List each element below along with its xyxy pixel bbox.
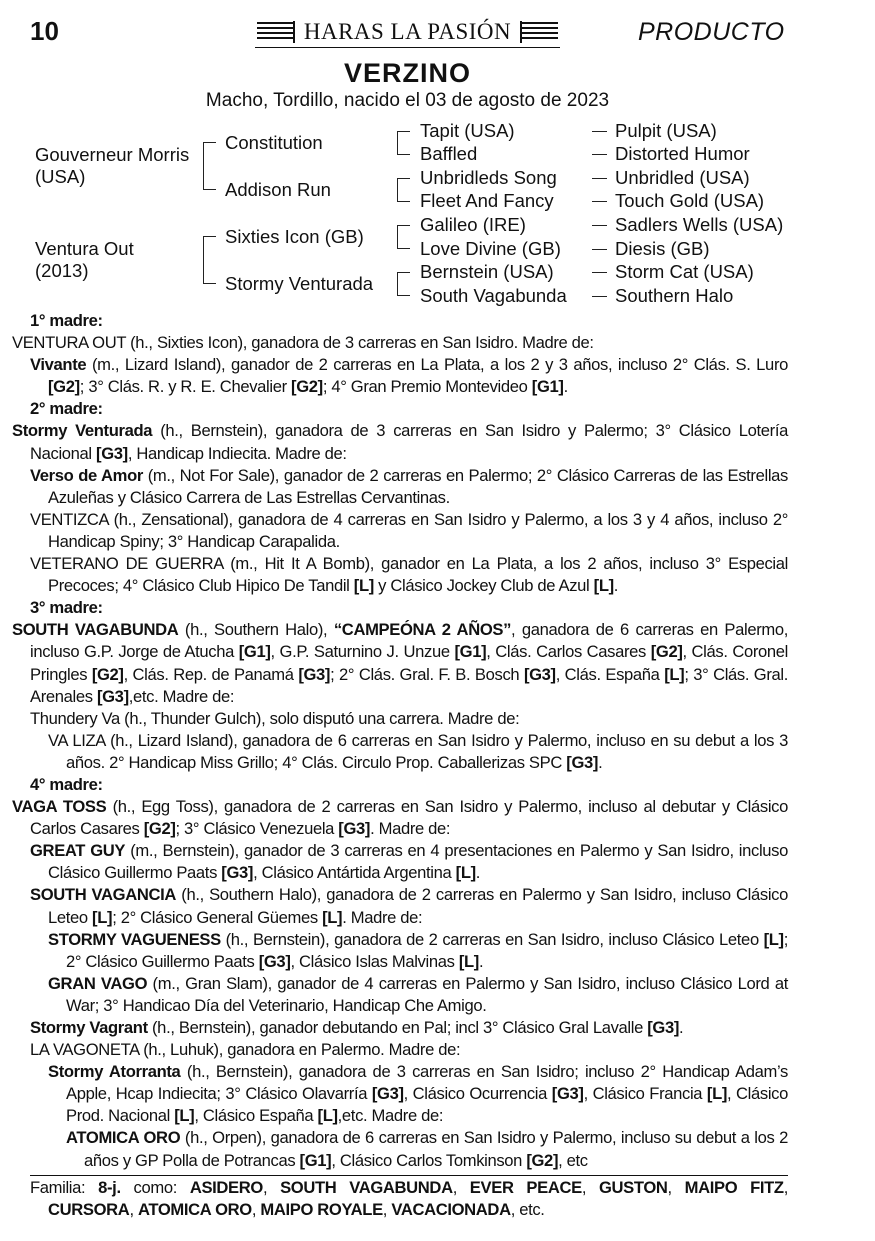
- horse-name-bold: Stormy Vagrant: [30, 1018, 148, 1037]
- brand-logo: [255, 17, 560, 51]
- horse-name-bold: Vivante: [30, 355, 87, 375]
- horse-name-bold: STORMY VAGUENESS: [48, 929, 221, 949]
- pedigree-gen4: Unbridled (USA): [615, 167, 750, 188]
- pedigree-gen3: Fleet And Fancy: [420, 190, 554, 211]
- pedigree-dash: [592, 225, 607, 226]
- pedigree-bracket: [397, 272, 410, 296]
- pedigree-dash: [592, 178, 607, 179]
- pedigree-gen2: Constitution: [225, 132, 323, 153]
- first-dam-section: [12, 310, 788, 398]
- horse-name: VERZINO: [343, 58, 471, 88]
- pedigree-gen2: Addison Run: [225, 179, 331, 200]
- entry-level-0: VENTURA OUT (h., Sixties Icon), ganadora de 3 carreras en San Isidro. Madre de:: [12, 333, 594, 353]
- family-member: CURSORA: [48, 1199, 130, 1219]
- family-member: SOUTH VAGABUNDA: [280, 1177, 453, 1197]
- entry-level-1: Vivante (m., Lizard Island), ganador de 2 carreras en La Plata, a los 2 y 3 años, incluso 2° Clás. S. Luro [G2]; 3° Clás. R. y R. E. Chevalier [G2]; 4° Gran Premio Montevideo [G1].: [30, 355, 788, 397]
- horse-name-bold: VAGA TOSS: [12, 797, 107, 817]
- family-member: GUSTON: [598, 1177, 668, 1197]
- pedigree-dash: [592, 154, 607, 155]
- pedigree-gen4: Southern Halo: [615, 285, 734, 306]
- pedigree-gen3: Galileo (IRE): [420, 214, 526, 235]
- entry-level-0: Stormy Venturada (h., Bernstein), ganadora de 3 carreras en San Isidro y Palermo; 3° Clásico Lotería Nacional [G3], Handicap Indiecita. Madre de:: [12, 421, 788, 463]
- entry-level-1: GREAT GUY (m., Bernstein), ganador de 3 carreras en 4 presentaciones en Palermo y San Isidro, incluso Clásico Guillermo Paats [G3], Clásico Antártida Argentina [L].: [30, 841, 789, 883]
- pedigree-gen3: South Vagabunda: [420, 285, 567, 306]
- family-member: EVER PEACE: [469, 1177, 582, 1197]
- third-dam-section: [12, 597, 789, 774]
- horse-name-bold: Verso de Amor: [30, 465, 143, 485]
- entry-level-3: ATOMICA ORO (h., Orpen), ganadora de 6 carreras en San Isidro y Palermo, incluso su debut a los 2 años y GP Polla de Potrancas [G1], Clásico Carlos Tomkinson [G2], etc: [66, 1128, 788, 1170]
- horse-name-bold: SOUTH VAGABUNDA: [12, 620, 179, 640]
- horse-name-bold: Stormy Venturada: [12, 421, 153, 441]
- brand-name: HARAS LA PASIÓN: [303, 19, 512, 44]
- familia-text: Familia: 8-j. como: ASIDERO, SOUTH VAGABUNDA, EVER PEACE, GUSTON, MAIPO FITZ, CURSORA, ATOMICA ORO, MAIPO ROYALE, VACACIONADA, etc.: [30, 1177, 788, 1219]
- pedigree-gen4: Touch Gold (USA): [615, 190, 765, 211]
- fourth-dam-section: [12, 774, 789, 1172]
- entry-level-2: VA LIZA (h., Lizard Island), ganadora de 6 carreras en San Isidro y Palermo, incluso en su debut a los 3 años. 2° Handicap Miss Grillo; 4° Clás. Circulo Prop. Caballerizas SPC [G3].: [48, 730, 788, 772]
- pedigree-gen3: Unbridleds Song: [420, 167, 557, 188]
- brand-bars-left-icon: [257, 22, 295, 42]
- entry-level-1: Thundery Va (h., Thunder Gulch), solo disputó una carrera. Madre de:: [30, 708, 520, 728]
- horse-name-bold: GRAN VAGO: [48, 973, 148, 993]
- pedigree-gen3: Bernstein (USA): [420, 261, 554, 282]
- family-text: [12, 310, 789, 1221]
- pedigree-dash: [592, 201, 607, 202]
- pedigree-gen4: Distorted Humor: [615, 143, 750, 164]
- second-dam-section: [12, 398, 788, 597]
- pedigree-gen2: Stormy Venturada: [225, 273, 374, 294]
- entry-level-1: VETERANO DE GUERRA (m., Hit It A Bomb), ganador en La Plata, a los 2 años, incluso 3° Especial Precoces; 4° Clásico Club Hipico De Tandil [L] y Clásico Jockey Club de Azul [L].: [30, 554, 788, 596]
- family-member: ATOMICA ORO: [137, 1199, 252, 1219]
- entry-level-1: Verso de Amor (m., Not For Sale), ganador de 2 carreras en Palermo; 2° Clásico Carreras de las Estrellas Azuleñas y Clásico Carrera de Las Estrellas Cervantinas.: [30, 465, 788, 507]
- pedigree-dash: [592, 296, 607, 297]
- family-member: MAIPO ROYALE: [260, 1199, 383, 1219]
- horse-subtitle: Macho, Tordillo, nacido el 03 de agosto de 2023: [205, 90, 610, 111]
- entry-level-1: Stormy Vagrant (h., Bernstein), ganador debutando en Pal; incl 3° Clásico Gral Lavalle [G3].: [30, 1018, 684, 1037]
- pedigree-gen4: Diesis (GB): [615, 238, 710, 259]
- section-label: PRODUCTO: [638, 18, 785, 46]
- pedigree-dash: [592, 131, 607, 132]
- pedigree-gen4: Sadlers Wells (USA): [615, 214, 784, 235]
- family-member: ASIDERO: [189, 1177, 263, 1197]
- pedigree-gen4: Pulpit (USA): [615, 120, 717, 141]
- pedigree-bracket: [203, 236, 216, 284]
- section-heading: 2° madre:: [30, 399, 103, 419]
- brand-underline: [255, 47, 560, 48]
- section-heading: 3° madre:: [30, 598, 103, 618]
- pedigree-bracket: [397, 225, 410, 249]
- entry-level-1: VENTIZCA (h., Zensational), ganadora de 4 carreras en San Isidro y Palermo, a los 3 y 4 años, incluso 2° Handicap Spiny; 3° Handicap Carapalida.: [30, 509, 788, 551]
- entry-level-1: LA VAGONETA (h., Luhuk), ganadora en Palermo. Madre de:: [30, 1040, 461, 1060]
- horse-name-bold: Stormy Atorranta: [48, 1062, 181, 1082]
- horse-name-bold: SOUTH VAGANCIA: [30, 885, 177, 905]
- pedigree-gen3: Baffled: [420, 143, 478, 164]
- section-heading: 1° madre:: [30, 311, 103, 330]
- entry-level-0: SOUTH VAGABUNDA (h., Southern Halo), “CAMPEÓNA 2 AÑOS”, ganadora de 6 carreras en Palermo, incluso G.P. Jorge de Atucha [G1], G.P. Saturnino J. Unzue [G1], Clás. Carlos Casares [G2], Clás. Coronel Pringles [G2], Clás. Rep. de Panamá [G3]; 2° Clás. Gral. F. B. Bosch [G3], Clás. España [L]; 3° Clás. Gral. Arenales [G3],etc. Madre de:: [12, 620, 789, 706]
- pedigree-gen2: Sixties Icon (GB): [225, 226, 364, 247]
- pedigree-dash: [592, 249, 607, 250]
- pedigree-bracket: [397, 178, 410, 202]
- pedigree-dam: Ventura Out (2013): [35, 238, 134, 281]
- entry-level-1: SOUTH VAGANCIA (h., Southern Halo), ganadora de 2 carreras en Palermo y San Isidro, incluso Clásico Leteo [L]; 2° Clásico General Güemes [L]. Madre de:: [30, 885, 788, 927]
- familia-line: [30, 1175, 788, 1221]
- pedigree-bracket: [203, 142, 216, 190]
- entry-level-2: GRAN VAGO (m., Gran Slam), ganador de 4 carreras en Palermo y San Isidro, incluso Clásico Lord at War; 3° Handicao Día del Veterinario, Handicap Che Amigo.: [48, 973, 788, 1015]
- page-number: 10: [30, 16, 59, 46]
- family-member: MAIPO FITZ: [684, 1177, 784, 1197]
- entry-level-2: Stormy Atorranta (h., Bernstein), ganadora de 3 carreras en San Isidro; incluso 2° Handicap Adam’s Apple, Hcap Indiecita; 3° Clásico Olavarría [G3], Clásico Ocurrencia [G3], Clásico Francia [L], Clásico Prod. Nacional [L], Clásico España [L],etc. Madre de:: [48, 1062, 789, 1126]
- entry-level-0: VAGA TOSS (h., Egg Toss), ganadora de 2 carreras en San Isidro y Palermo, incluso al debutar y Clásico Carlos Casares [G2]; 3° Clásico Venezuela [G3]. Madre de:: [12, 797, 788, 839]
- pedigree-bracket: [397, 131, 410, 155]
- horse-name-bold: GREAT GUY: [30, 841, 126, 861]
- family-code: 8-j.: [98, 1177, 121, 1197]
- pedigree-gen3: Love Divine (GB): [420, 238, 561, 259]
- family-member: VACACIONADA: [391, 1199, 511, 1219]
- pedigree-sire: Gouverneur Morris (USA): [35, 144, 190, 187]
- pedigree-gen4: Storm Cat (USA): [615, 261, 754, 282]
- entry-level-2: STORMY VAGUENESS (h., Bernstein), ganadora de 2 carreras en San Isidro, incluso Clásico Leteo [L]; 2° Clásico Guillermo Paats [G3], Clásico Islas Malvinas [L].: [48, 929, 788, 971]
- horse-name-bold: ATOMICA ORO: [66, 1128, 181, 1148]
- pedigree-dash: [592, 272, 607, 273]
- section-heading: 4° madre:: [30, 774, 103, 794]
- pedigree-gen3: Tapit (USA): [420, 120, 515, 141]
- brand-bars-right-icon: [520, 22, 558, 42]
